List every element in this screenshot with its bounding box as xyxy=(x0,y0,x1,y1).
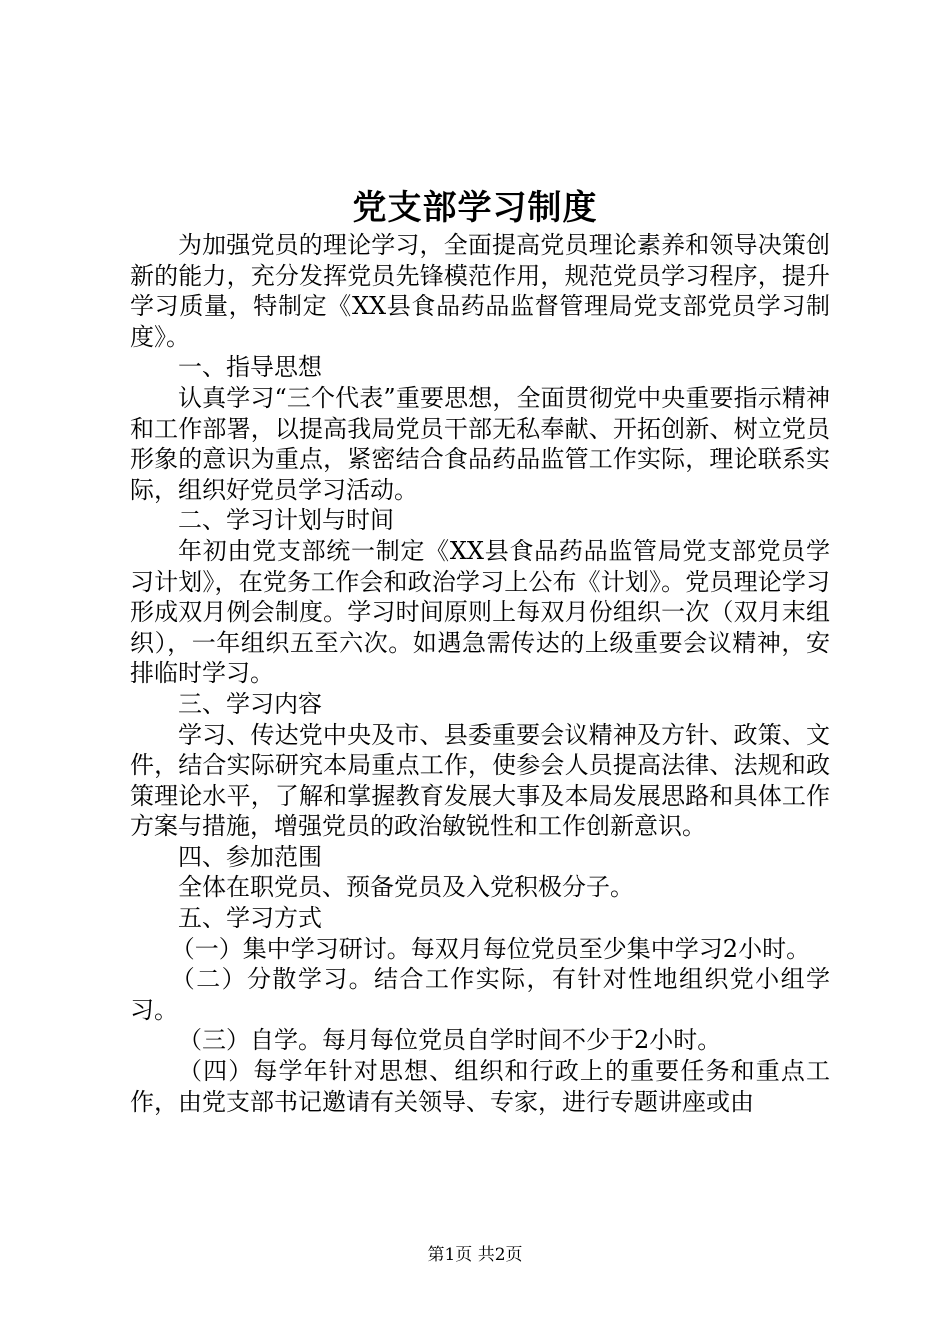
paragraph-plan-and-time: 年初由党支部统一制定《XX县食品药品监管局党支部党员学习计划》，在党务工作会和政治学习上公布《计划》。党员理论学习形成双月例会制度。学习时间原则上每双月份组织一次（双月末组织），一年组织五至六次。如遇急需传达的上级重要会议精神，安排临时学习。 xyxy=(130,536,830,688)
heading-method: 五、学习方式 xyxy=(178,904,322,933)
paragraph-scope: 全体在职党员、预备党员及入党积极分子。 xyxy=(178,873,634,902)
heading-plan-and-time: 二、学习计划与时间 xyxy=(178,506,394,535)
document-body xyxy=(130,230,830,1117)
paragraph-method-2: （二）分散学习。结合工作实际，有针对性地组织党小组学习。 xyxy=(130,965,830,1024)
heading-content: 三、学习内容 xyxy=(178,689,322,718)
document-title: 党支部学习制度 xyxy=(352,188,598,228)
paragraph-content: 学习、传达党中央及市、县委重要会议精神及方针、政策、文件，结合实际研究本局重点工作，使参会人员提高法律、法规和政策理论水平，了解和掌握教育发展大事及本局发展思路和具体工作方案与措施，增强党员的政治敏锐性和工作创新意识。 xyxy=(130,720,830,841)
page-footer: 第1页 共2页 xyxy=(427,1245,523,1265)
paragraph-intro: 为加强党员的理论学习，全面提高党员理论素养和领导决策创新的能力，充分发挥党员先锋模范作用，规范党员学习程序，提升学习质量，特制定《XX县食品药品监督管理局党支部党员学习制度》。 xyxy=(130,231,830,351)
heading-scope: 四、参加范围 xyxy=(178,842,322,871)
paragraph-method-4: （四）每学年针对思想、组织和行政上的重要任务和重点工作，由党支部书记邀请有关领导、专家，进行专题讲座或由 xyxy=(130,1057,830,1116)
paragraph-method-3: （三）自学。每月每位党员自学时间不少于2小时。 xyxy=(178,1026,722,1055)
paragraph-guiding-thought: 认真学习“三个代表”重要思想，全面贯彻党中央重要指示精神和工作部署，以提高我局党员干部无私奉献、开拓创新、树立党员形象的意识为重点，紧密结合食品药品监管工作实际，理论联系实际，组织好党员学习活动。 xyxy=(130,383,830,504)
paragraph-method-1: （一）集中学习研讨。每双月每位党员至少集中学习2小时。 xyxy=(170,934,811,963)
heading-guiding-thought: 一、指导思想 xyxy=(178,353,322,382)
